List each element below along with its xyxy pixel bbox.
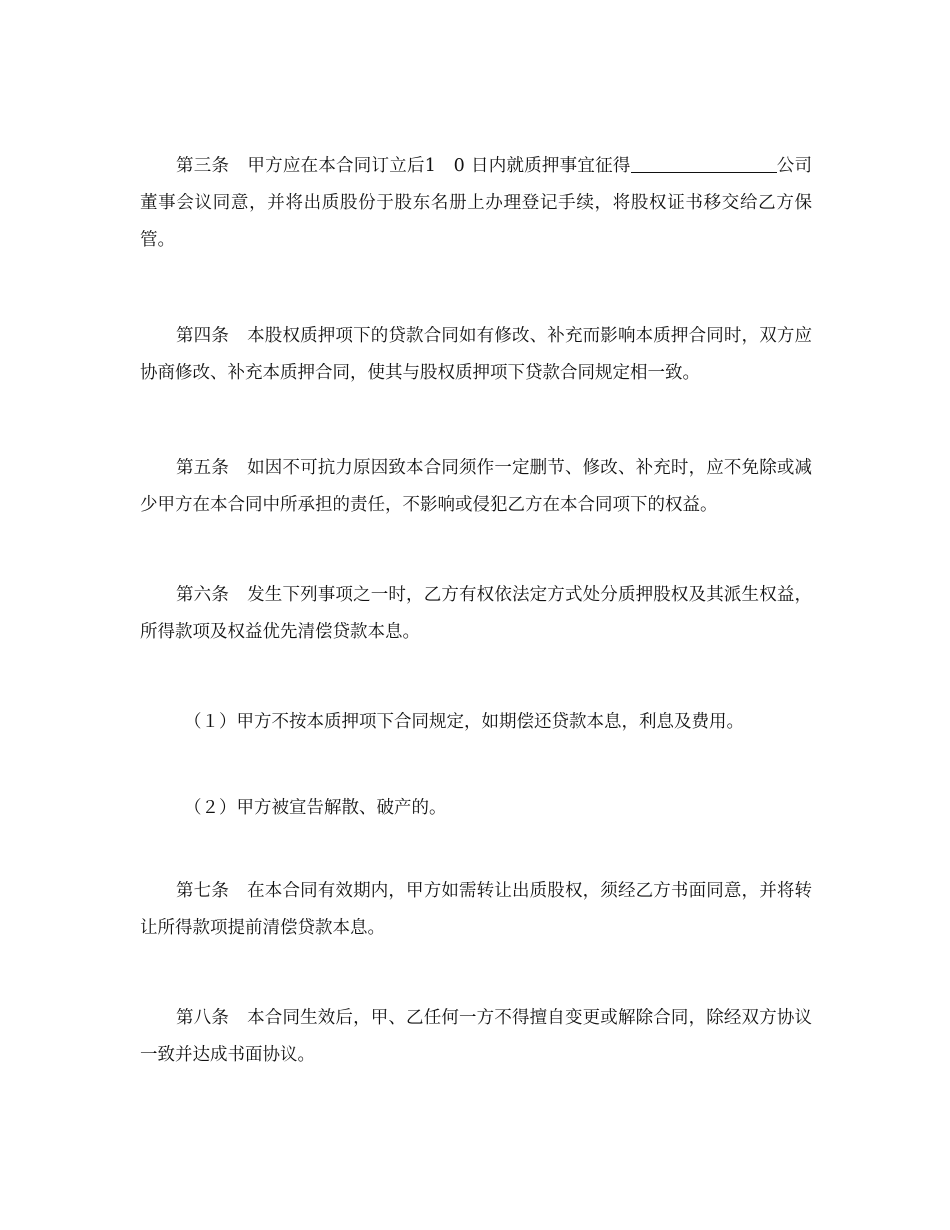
item-label: （２） xyxy=(184,798,237,818)
article-text-end: 公司董事会议同意，并将出质股份于股东名册上办理登记手续，将股权证书移交给乙方保管。 xyxy=(140,156,813,250)
article-8 xyxy=(140,1000,812,1074)
article-label: 第七条 xyxy=(176,881,229,901)
article-label: 第六条 xyxy=(176,585,229,605)
item-text: 甲方不按本质押项下合同规定，如期偿还贷款本息，利息及费用。 xyxy=(236,712,744,732)
list-item-2 xyxy=(140,790,812,827)
item-label: （１） xyxy=(184,712,237,732)
day-count: 1 0 xyxy=(424,156,471,176)
item-text: 甲方被宣告解散、破产的。 xyxy=(236,798,447,818)
article-text-cont: 日内就质押事宜征得 xyxy=(470,156,631,176)
article-label: 第四条 xyxy=(176,326,229,346)
article-6 xyxy=(140,577,812,651)
article-text: 本合同生效后，甲、乙任何一方不得擅自变更或解除合同，除经双方协议一致并达成书面协议。 xyxy=(140,1008,813,1065)
article-7 xyxy=(140,873,812,947)
article-4 xyxy=(140,318,812,392)
article-text: 发生下列事项之一时，乙方有权依法定方式处分质押股权及其派生权益，所得款项及权益优先清偿贷款本息。 xyxy=(140,585,813,642)
article-label: 第八条 xyxy=(176,1008,229,1028)
article-3 xyxy=(140,148,812,259)
fill-in-blank xyxy=(631,154,777,173)
article-text: 如因不可抗力原因致本合同须作一定删节、修改、补充时，应不免除或减少甲方在本合同中所承担的责任，不影响或侵犯乙方在本合同项下的权益。 xyxy=(140,458,813,515)
article-text: 甲方应在本合同订立后 xyxy=(247,156,425,176)
article-label: 第五条 xyxy=(176,458,229,478)
list-item-1 xyxy=(140,704,812,741)
article-text: 本股权质押项下的贷款合同如有修改、补充而影响本质押合同时，双方应协商修改、补充本质押合同，使其与股权质押项下贷款合同规定相一致。 xyxy=(140,326,813,383)
article-label: 第三条 xyxy=(176,156,230,176)
article-5 xyxy=(140,450,812,524)
article-text: 在本合同有效期内，甲方如需转让出质股权，须经乙方书面同意，并将转让所得款项提前清偿贷款本息。 xyxy=(140,881,813,938)
